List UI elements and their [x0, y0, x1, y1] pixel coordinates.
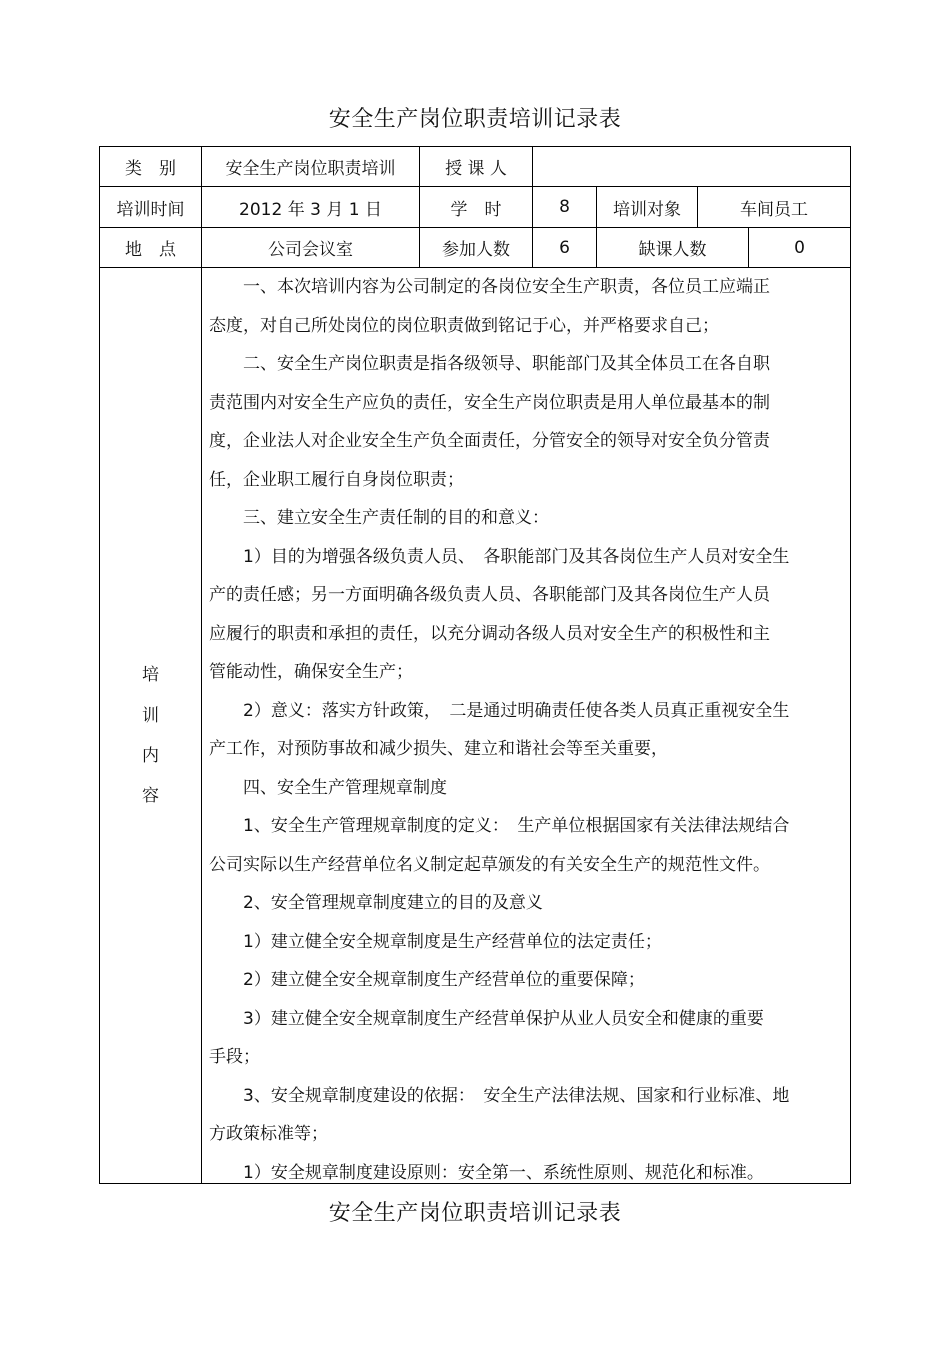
hours-value: 8: [559, 197, 570, 217]
content-line: 度，企业法人对企业安全生产负全面责任，分管安全的领导对安全负分管责: [209, 431, 770, 451]
content-line: 二、安全生产岗位职责是指各级领导、职能部门及其全体员工在各自职: [209, 354, 770, 374]
content-line: 3、安全规章制度建设的依据： 安全生产法律法规、国家和行业标准、地: [209, 1085, 790, 1106]
content-line: 产工作，对预防事故和减少损失、建立和谐社会等至关重要，: [209, 739, 668, 759]
attend-label: 参加人数: [442, 240, 510, 260]
content-line: 四、安全生产管理规章制度: [209, 777, 447, 798]
page-title-repeat: 安全生产岗位职责培训记录表: [328, 1201, 622, 1226]
hours-label: 学 时: [450, 199, 502, 220]
content-label-char: 内: [142, 746, 159, 766]
content-line: 一、本次培训内容为公司制定的各岗位安全生产职责，各位员工应端正: [209, 277, 770, 297]
col-divider: [201, 146, 202, 1184]
content-line: 1）目的为增强各级负责人员、 各职能部门及其各岗位生产人员对安全生: [209, 546, 790, 567]
content-line: 方政策标准等；: [209, 1124, 328, 1144]
absent-value: 0: [794, 237, 805, 258]
content-line: 1）安全规章制度建设原则：安全第一、系统性原则、规范化和标准。: [209, 1162, 764, 1183]
content-line: 手段；: [209, 1047, 260, 1067]
attend-value: 6: [559, 237, 570, 258]
place-label: 地 点: [125, 240, 176, 260]
target-value: 车间员工: [740, 199, 808, 220]
content-line: 态度，对自己所处岗位的岗位职责做到铭记于心，并严格要求自己；: [209, 315, 719, 336]
category-value: 安全生产岗位职责培训: [225, 159, 396, 179]
training-content: [209, 268, 849, 1183]
content-line: 公司实际以生产经营单位名义制定起草颁发的有关安全生产的规范性文件。: [209, 854, 770, 875]
content-line: 三、建立安全生产责任制的目的和意义：: [209, 508, 549, 528]
content-line: 3）建立健全安全规章制度生产经营单保护从业人员安全和健康的重要: [209, 1008, 764, 1029]
content-line: 1）建立健全安全规章制度是生产经营单位的法定责任；: [209, 931, 662, 952]
content-line: 责范围内对安全生产应负的责任，安全生产岗位职责是用人单位最基本的制: [209, 392, 770, 413]
content-line: 2）意义：落实方针政策， 二是通过明确责任使各类人员真正重视安全生: [209, 700, 790, 721]
content-line: 管能动性，确保安全生产；: [209, 662, 413, 682]
time-label: 培训时间: [116, 199, 185, 220]
place-value: 公司会议室: [268, 240, 353, 260]
table-border-bottom: [99, 1183, 851, 1184]
content-label-char: 容: [142, 786, 159, 806]
page-title: 安全生产岗位职责培训记录表: [328, 107, 622, 132]
content-line: 应履行的职责和承担的责任，以充分调动各级人员对安全生产的积极性和主: [209, 623, 770, 644]
content-line: 2、安全管理规章制度建立的目的及意义: [209, 893, 543, 913]
content-line: 任，企业职工履行自身岗位职责；: [209, 469, 464, 490]
target-label: 培训对象: [613, 199, 681, 220]
category-label: 类 别: [125, 159, 176, 179]
content-label-char: 培: [142, 665, 159, 685]
content-label-char: 训: [142, 706, 159, 726]
content-line: 2）建立健全安全规章制度生产经营单位的重要保障；: [209, 970, 645, 990]
content-line: 1、安全生产管理规章制度的定义： 生产单位根据国家有关法律法规结合: [209, 816, 790, 836]
absent-label: 缺课人数: [638, 240, 707, 260]
lecturer-label: 授 课 人: [445, 159, 507, 179]
content-line: 产的责任感；另一方面明确各级负责人员、各职能部门及其各岗位生产人员: [209, 585, 770, 605]
table-border-right: [850, 146, 851, 1184]
lecturer-value: [533, 147, 850, 186]
time-value: 2012 年 3 月 1 日: [239, 199, 382, 220]
